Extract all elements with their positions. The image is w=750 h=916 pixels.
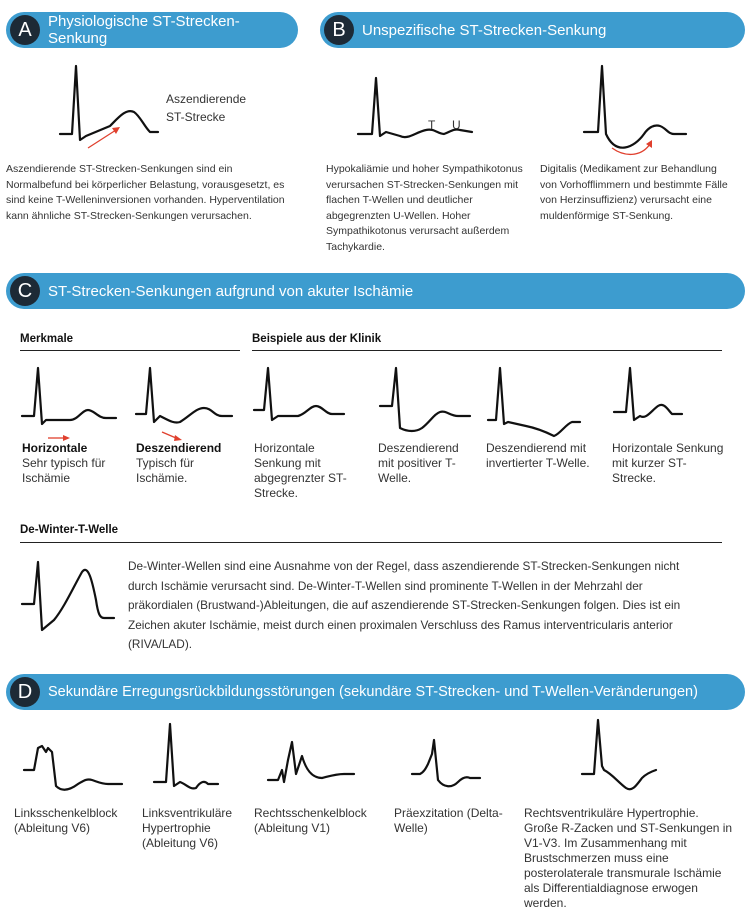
label-aszendierende: Aszendierende: [166, 92, 247, 106]
section-a-description: Aszendierende ST-Strecken-Senkungen sind ein Normalbefund bei körperlicher Belastung, vorausgesetzt, es sind keine T-Welleninversionen vorhanden. Hyperventilation kann ähnliche ST-Strecken-Senkungen verursachen.: [6, 163, 285, 222]
dewinter-header: De-Winter-T-Welle: [20, 524, 119, 536]
ecg-klinik-3: [486, 366, 586, 446]
klinik-1-text: Horizontale Senkung mit abgegrenzter ST- Strecke.: [254, 441, 347, 500]
d1-text: Linksschenkelblock (Ableitung V6): [14, 806, 118, 835]
section-b-badge: B: [324, 15, 354, 45]
merkmal-horizontal: Horizontale Sehr typisch für Ischämie: [22, 441, 106, 485]
ecg-rechtsschenkelblock: [266, 734, 376, 794]
ecg-deszendierend: [134, 366, 234, 446]
section-d-header: [6, 674, 745, 710]
section-c-title: ST-Strecken-Senkungen aufgrund von akuter Ischämie: [48, 282, 414, 300]
ecg-aszendierend: [58, 62, 168, 152]
dewinter-text: De-Winter-Wellen sind eine Ausnahme von der Regel, dass aszendierende ST-Strecken-Senkungen nicht durch Ischämie verursacht sind. De-Winter-T-Wellen sind prominente T-Wellen in der Mehrzahl der präkordialen (Brustwand-)Ableitungen, die auf aszendierende ST-Strecken-Senkungen folgen. Dies ist ein Zeichen akuter Ischämie, meist durch einen proximalen Verschluss des Ramus interventricularis anterior (RIVA/LAD).: [128, 559, 681, 651]
klinik-2-text: Deszendierend mit positiver T- Welle.: [378, 441, 459, 485]
ecg-hypokalaemie: [356, 74, 476, 144]
section-b-title: Unspezifische ST-Strecken-Senkung: [362, 21, 607, 39]
ecg-horizontal: [20, 366, 120, 446]
d5-text: Rechtsventrikuläre Hypertrophie. Große R-Zacken und ST-Senkungen in V1-V3. Im Zusammenhang mit Brustschmerzen muss eine posterolaterale transmurale Ischämie als Differentialdiagnose erwogen werden.: [524, 806, 733, 910]
merkmale-header: Merkmale: [20, 333, 74, 345]
klinik-header: Beispiele aus der Klinik: [252, 333, 382, 345]
section-d-title: Sekundäre Erregungsrückbildungsstörungen (sekundäre ST-Strecken- und T-Wellen-Veränderungen): [48, 684, 698, 700]
section-b-description-2: Digitalis (Medikament zur Behandlung von Vorhofflimmern und bestimmte Fälle von Herzinsuffizienz) verursacht eine muldenförmige ST-Senkung.: [540, 163, 728, 222]
section-d-badge: D: [10, 677, 40, 707]
ecg-klinik-4: [612, 366, 712, 446]
klinik-4-text: Horizontale Senkung mit kurzer ST- Strecke.: [612, 441, 724, 485]
ecg-klinik-2: [378, 366, 478, 446]
section-a-badge: A: [10, 15, 40, 45]
d4-text: Präexzitation (Delta- Welle): [394, 806, 503, 835]
ecg-de-winter: [20, 560, 120, 640]
ecg-linksschenkelblock: [22, 738, 132, 798]
ecg-lv-hypertrophie: [152, 722, 232, 792]
merkmale-divider: [20, 350, 240, 351]
ecg-klinik-1: [252, 366, 352, 446]
label-u-wave: U: [452, 118, 461, 132]
ecg-rv-hypertrophie: [580, 718, 670, 798]
ecg-praeexzitation: [410, 738, 500, 798]
label-t-wave: T: [428, 118, 436, 132]
section-c-header: [6, 273, 745, 309]
section-b-description-1: Hypokaliämie und hoher Sympathikotonus verursachen ST-Strecken-Senkungen mit flachen T-Wellen und deutlicher abgegrenzten U-Wellen. Hoher Sympathikotonus verursacht außerdem Tachykardie.: [326, 163, 523, 253]
dewinter-divider: [20, 542, 722, 543]
section-a-header: [6, 12, 298, 48]
klinik-3-text: Deszendierend mit invertierter T-Welle.: [486, 441, 590, 470]
merkmal-deszendierend: Deszendierend Typisch für Ischämie.: [136, 441, 222, 485]
klinik-divider: [252, 350, 722, 351]
section-a-title: Physiologische ST-Strecken-Senkung: [48, 13, 240, 47]
section-b-header: [320, 12, 745, 48]
d2-text: Linksventrikuläre Hypertrophie (Ableitung V6): [142, 806, 233, 850]
section-c-badge: C: [10, 276, 40, 306]
d3-text: Rechtsschenkelblock (Ableitung V1): [254, 806, 367, 835]
ecg-digitalis: [582, 62, 692, 162]
label-st-strecke: ST-Strecke: [166, 110, 226, 124]
